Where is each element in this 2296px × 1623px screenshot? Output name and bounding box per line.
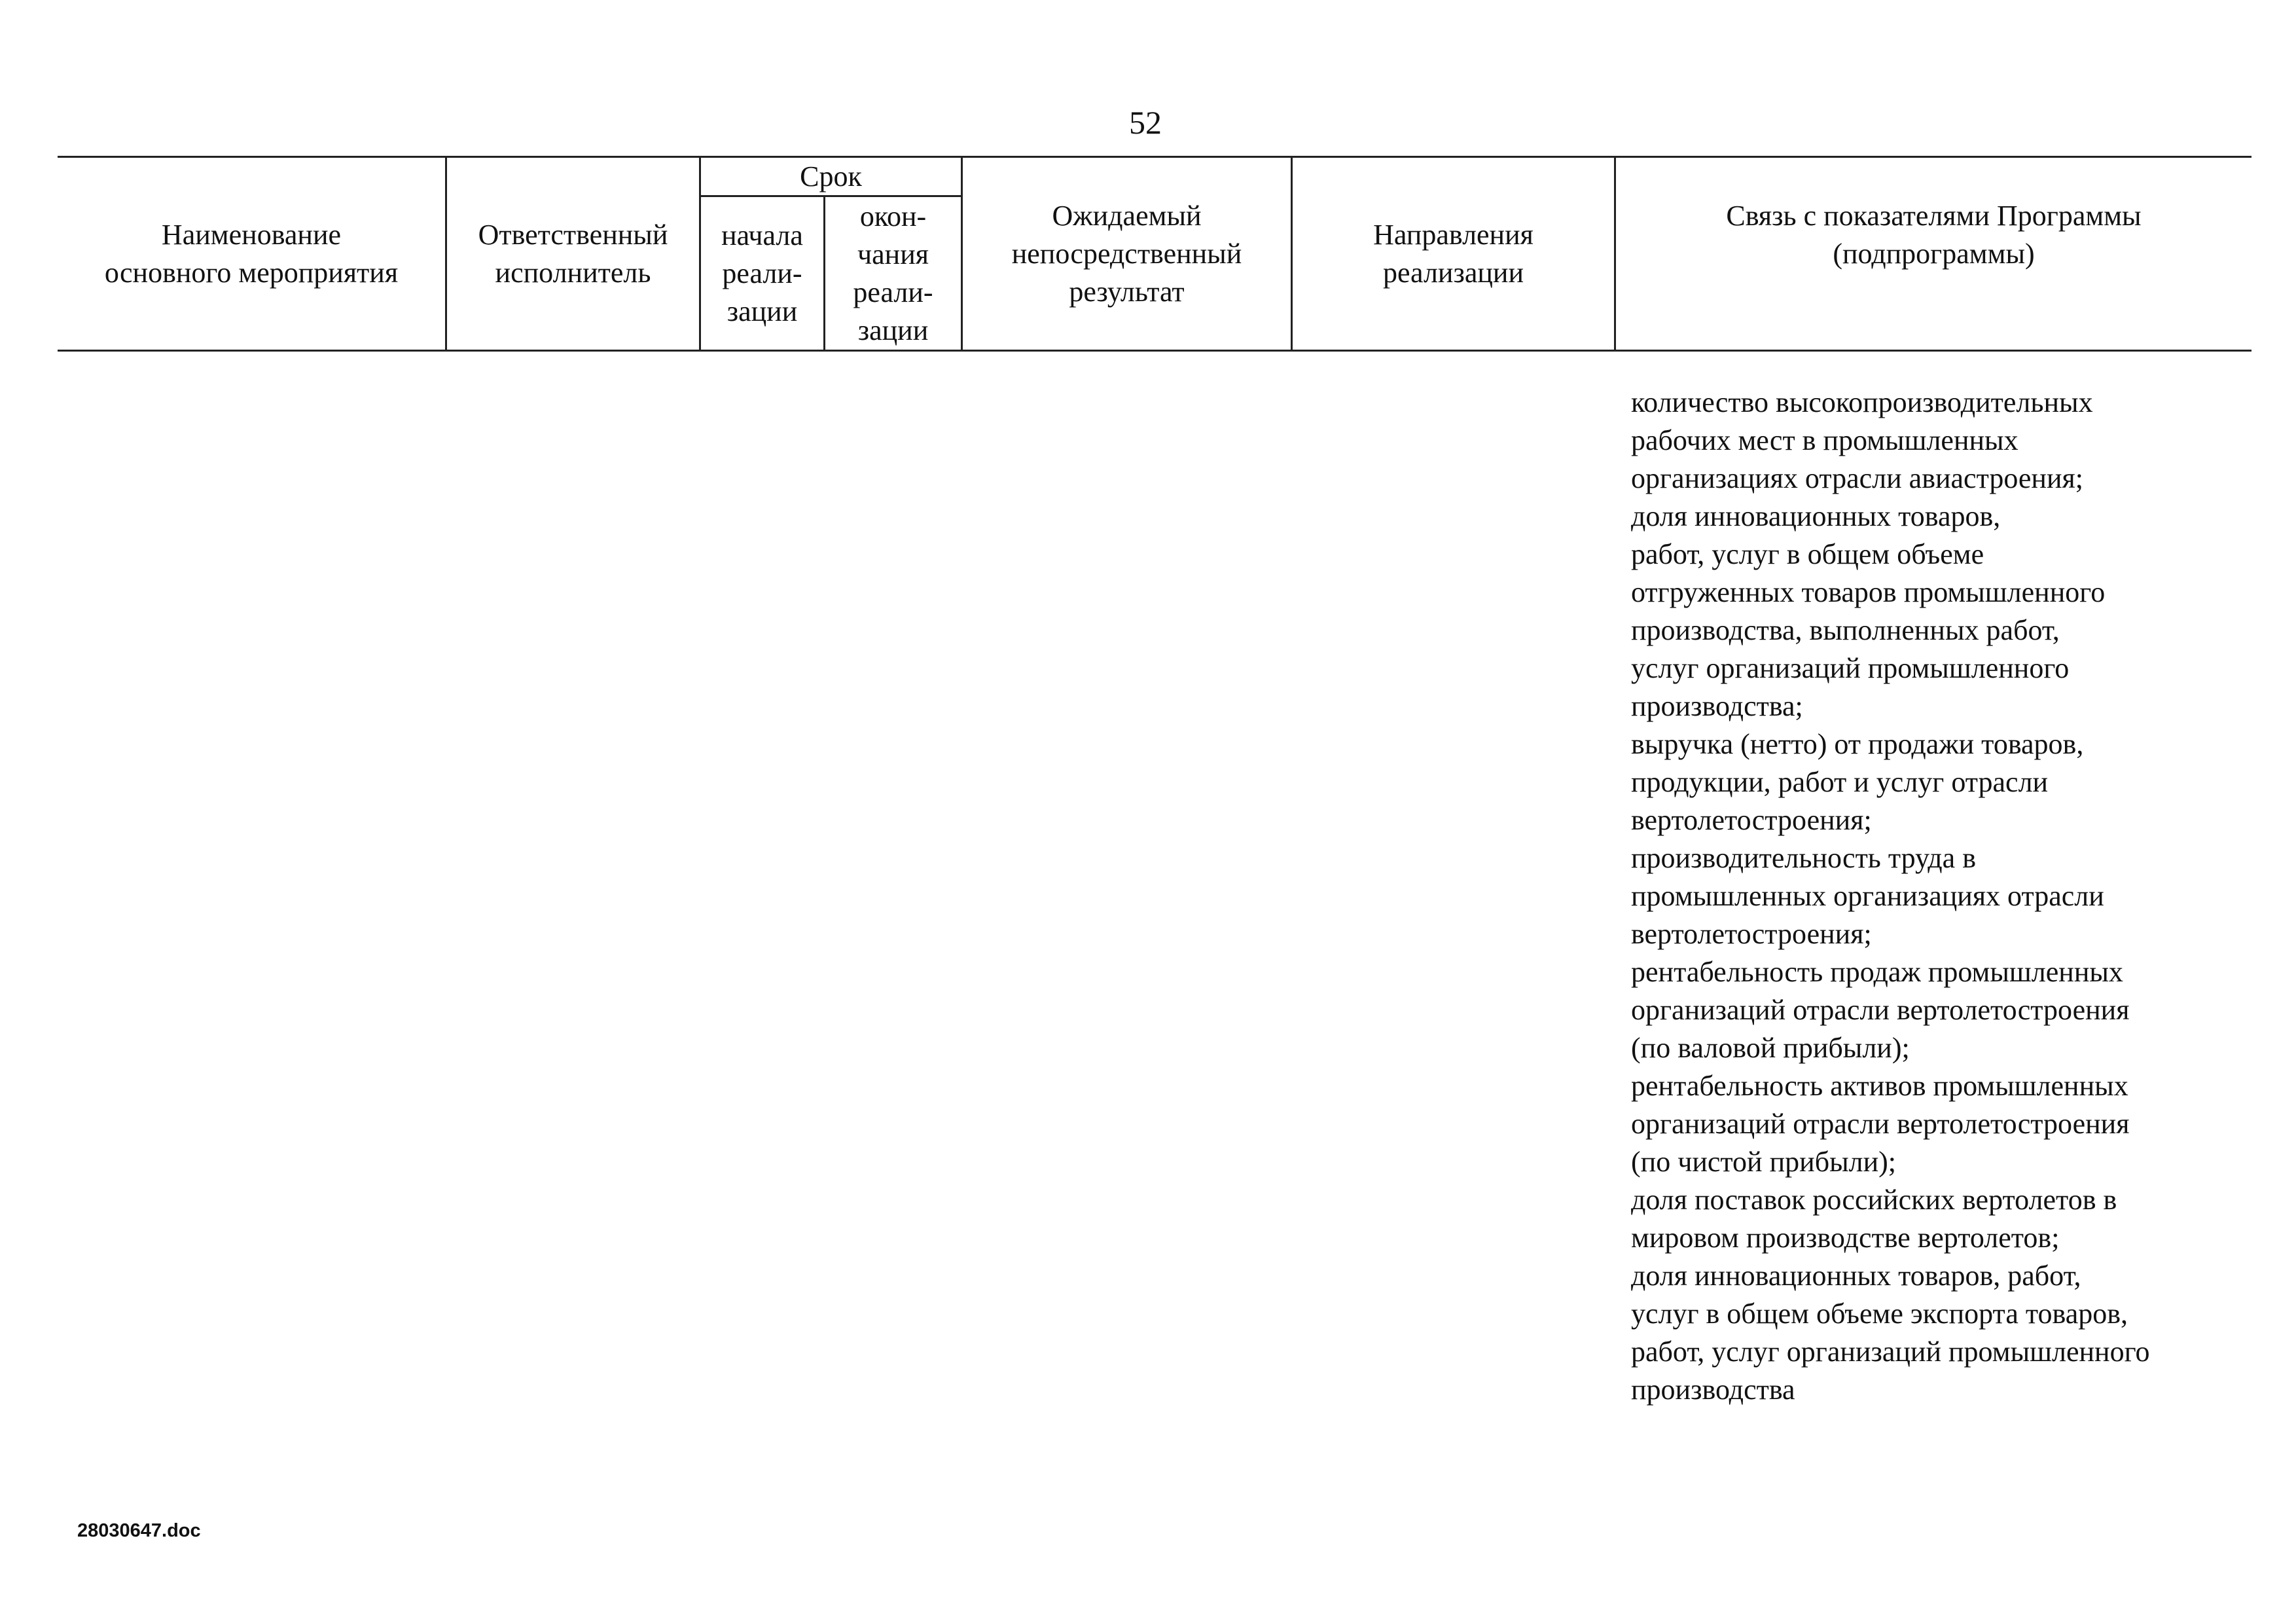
header-responsible-executor: Ответственный исполнитель	[478, 218, 668, 289]
header-expected-result: Ожидаемый непосредственный результат	[1011, 199, 1242, 308]
list-item: доля инновационных товаров, работ, услуг в общем объеме экспорта товаров, работ, услуг организаций промышленного производства	[1631, 1260, 2150, 1406]
indicator-list	[1631, 384, 2259, 1409]
page-number: 52	[1129, 104, 1162, 141]
header-program-indicators-link: Связь с показателями Программы (подпрограммы)	[1726, 199, 2142, 270]
header-term-start: начала реали- зации	[721, 219, 803, 327]
list-item: рентабельность продаж промышленных организаций отрасли вертолетостроения (по валовой прибыли);	[1631, 956, 2130, 1064]
list-item: количество высокопроизводительных рабочих мест в промышленных организациях отрасли авиастроения;	[1631, 386, 2093, 494]
header-term-end: окон- чания реали- зации	[853, 200, 933, 346]
list-item: рентабельность активов промышленных организаций отрасли вертолетостроения (по чистой прибыли);	[1631, 1070, 2130, 1178]
header-term: Срок	[800, 160, 862, 192]
list-item: производительность труда в промышленных организациях отрасли вертолетостроения;	[1631, 842, 2104, 950]
list-item: доля поставок российских вертолетов в мировом производстве вертолетов;	[1631, 1184, 2117, 1254]
header-directions: Направления реализации	[1373, 218, 1534, 289]
document-file-name: 28030647.doc	[77, 1520, 201, 1541]
table-header-bottom-border	[58, 350, 2251, 352]
header-activity-name: Наименование основного мероприятия	[104, 218, 399, 289]
list-item: доля инновационных товаров, работ, услуг в общем объеме отгруженных товаров промышленного производства, выполненных работ, услуг организаций промышленного производства;	[1631, 500, 2106, 722]
list-item: выручка (нетто) от продажи товаров, продукции, работ и услуг отрасли вертолетостроения;	[1631, 728, 2084, 836]
